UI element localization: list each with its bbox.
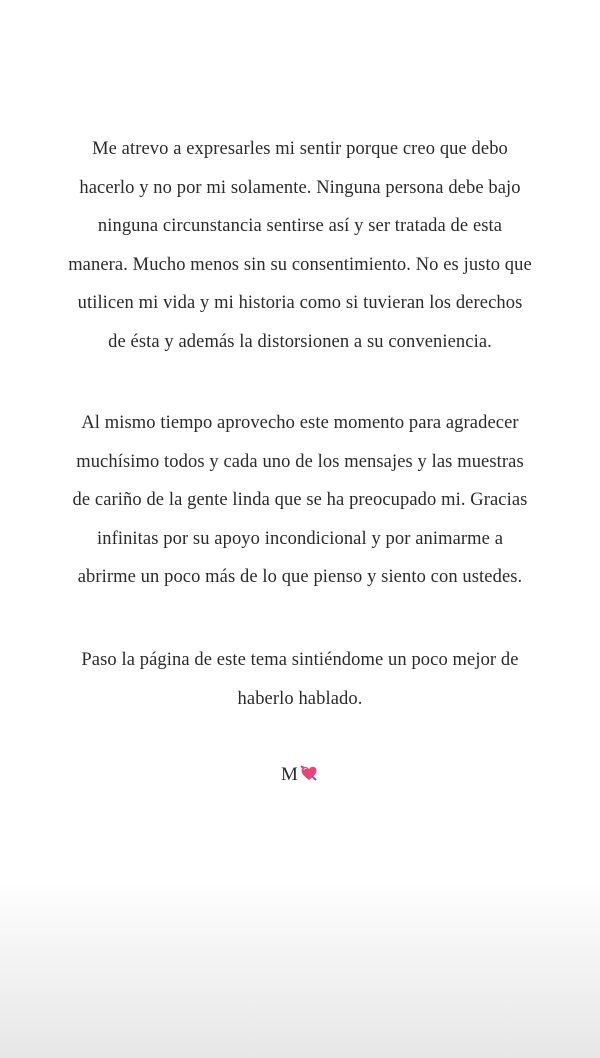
signature-initial: M xyxy=(281,764,298,785)
signature xyxy=(0,756,600,797)
paragraph-3-line: haberlo hablado. xyxy=(237,688,363,709)
paragraph-3-line: Paso la página de este tema sintiéndome un poco mejor de xyxy=(81,650,519,670)
paragraph-2-line: abrirme un poco más de lo que pienso y siento con ustedes. xyxy=(77,567,523,587)
paragraph-1-line: ninguna circunstancia sentirse así y ser tratada de esta xyxy=(97,216,503,236)
paragraph-2-line: Al mismo tiempo aprovecho este momento para agradecer xyxy=(81,413,519,433)
paragraph-1-line: utilicen mi vida y mi historia como si tuvieran los derechos xyxy=(77,293,523,313)
paragraph-1-line: Me atrevo a expresarles mi sentir porque creo que debo xyxy=(92,139,508,159)
paragraph-1-line: de ésta y además la distorsionen a su conveniencia. xyxy=(108,331,492,352)
paragraph-2-line: muchísimo todos y cada uno de los mensajes y las muestras xyxy=(76,451,524,472)
paragraph-1-line: hacerlo y no por mi solamente. Ninguna persona debe bajo xyxy=(79,177,521,198)
paragraph-1 xyxy=(40,130,560,361)
paragraph-2-line: infinitas por su apoyo incondicional y por animarme a xyxy=(96,528,504,549)
paragraph-2 xyxy=(40,404,560,597)
paragraph-1-line: manera. Mucho menos sin su consentimiento. No es justo que xyxy=(68,254,532,275)
paragraph-3 xyxy=(40,641,560,718)
heart-with-arrow-icon xyxy=(299,759,319,797)
paragraph-2-line: de cariño de la gente linda que se ha preocupado mi. Gracias xyxy=(72,490,528,510)
